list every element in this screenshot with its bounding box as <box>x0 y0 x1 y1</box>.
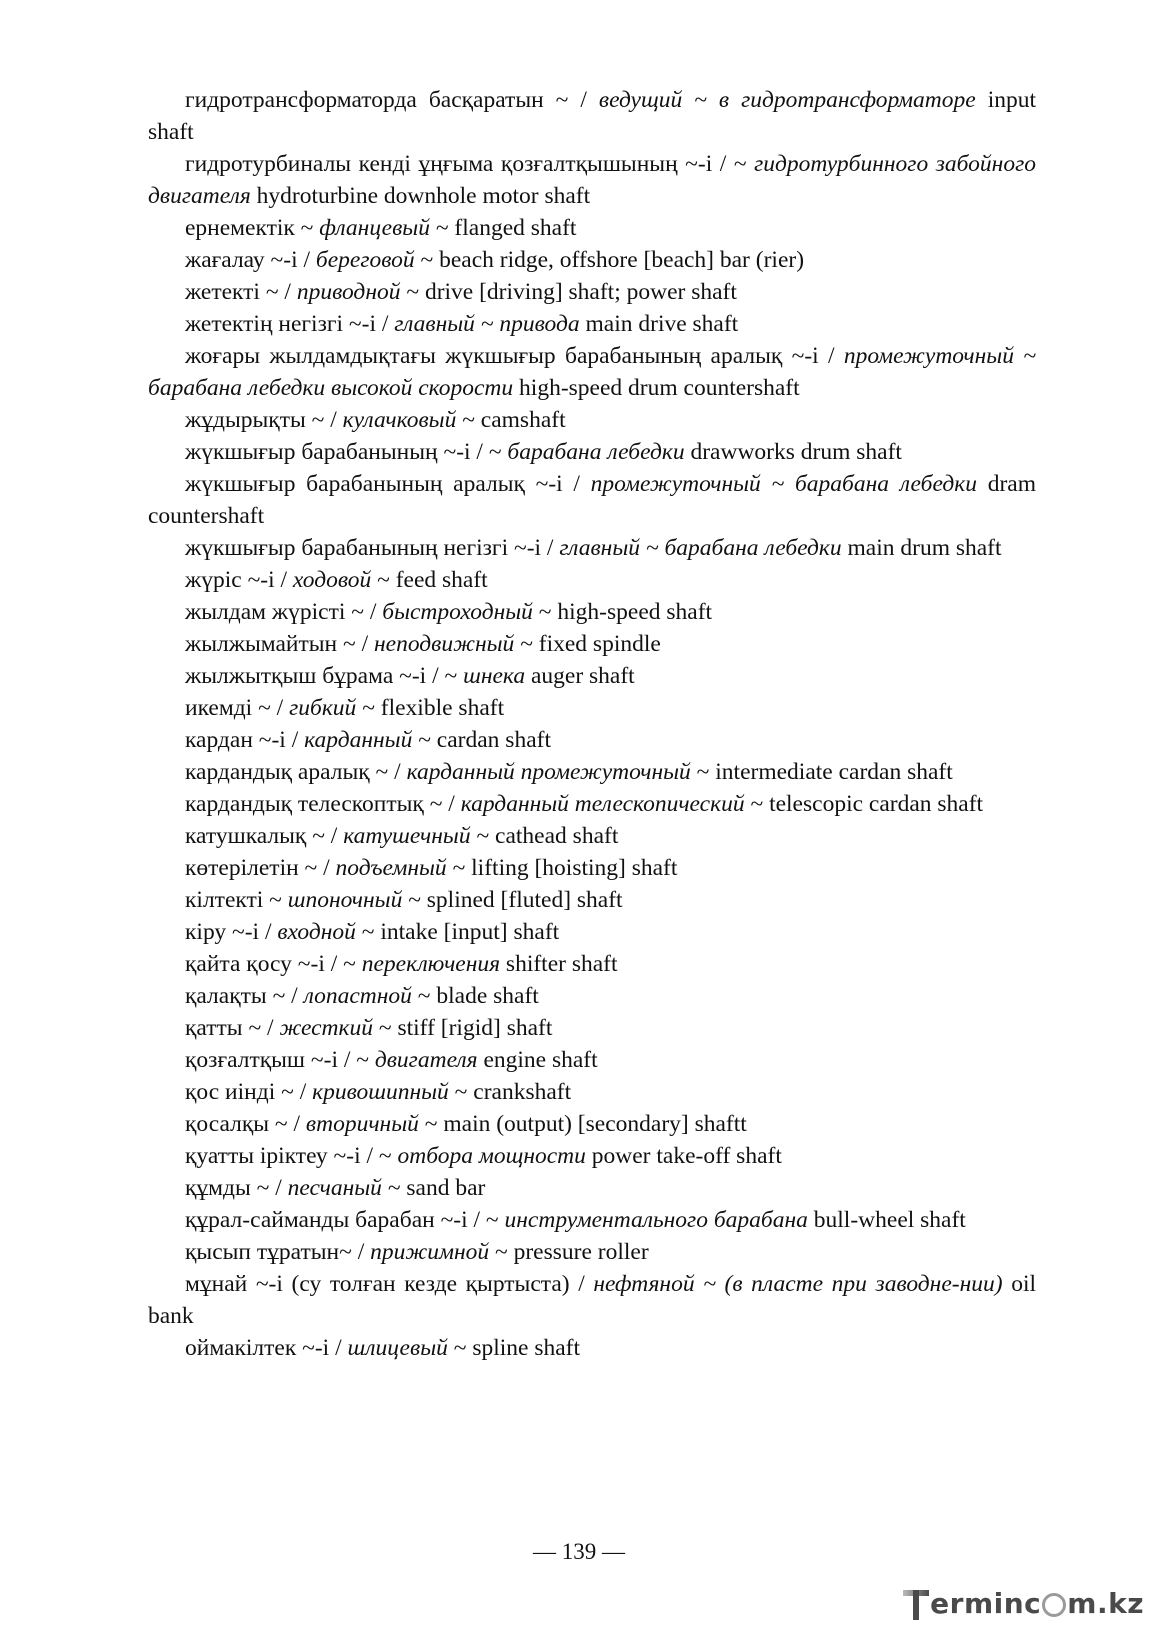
entry-russian: гибкий <box>289 695 357 721</box>
entry-kazakh: қайта қосу ~-і / ~ <box>185 951 362 977</box>
dictionary-entry <box>148 468 1036 532</box>
dictionary-entry <box>148 436 1036 468</box>
dictionary-entry <box>148 404 1036 436</box>
dictionary-entry <box>148 308 1036 340</box>
entry-english: ~ intake [input] shaft <box>355 919 560 945</box>
entry-english: ~ flexible shaft <box>356 695 505 721</box>
entry-russian: кривошипный <box>312 1079 449 1105</box>
dictionary-entry <box>148 884 1036 916</box>
entry-russian: неподвижный <box>374 631 515 657</box>
entry-kazakh: көтерілетін ~ / <box>185 855 336 881</box>
entry-russian: быстроходный <box>382 599 533 625</box>
entry-kazakh: қалақты ~ / <box>185 983 304 1009</box>
dictionary-entry <box>148 1140 1036 1172</box>
entry-russian: карданный <box>304 727 413 753</box>
entry-russian: переключения <box>361 951 501 977</box>
entry-kazakh: жұдырықты ~ / <box>185 407 343 433</box>
entry-russian: шлицевый <box>347 1335 448 1361</box>
entry-english: oil bank <box>148 1271 1037 1329</box>
dictionary-entry <box>148 84 1036 148</box>
dictionary-entry <box>148 660 1036 692</box>
dictionary-entry <box>148 820 1036 852</box>
entry-english: ~ telescopic cardan shaft <box>744 791 984 817</box>
entry-english: power take-off shaft <box>585 1143 782 1169</box>
dictionary-entry <box>148 916 1036 948</box>
entry-kazakh: жетекті ~ / <box>185 279 297 305</box>
entry-kazakh: жүкшығыр барабанының аралық ~-і / <box>185 471 591 497</box>
entry-kazakh: жүкшығыр барабанының негізгі ~-і / <box>185 535 560 561</box>
dictionary-entry <box>148 980 1036 1012</box>
entry-russian: входной <box>277 919 356 945</box>
entry-kazakh: икемді ~ / <box>185 695 290 721</box>
dictionary-entry <box>148 212 1036 244</box>
entry-russian: шнека <box>463 663 526 689</box>
entry-russian: лопастной <box>303 983 412 1009</box>
entry-russian: приводной <box>296 279 401 305</box>
dictionary-entry <box>148 148 1036 212</box>
dictionary-entry <box>148 788 1036 820</box>
entry-kazakh: оймакілтек ~-і / <box>185 1335 348 1361</box>
dictionary-entries <box>148 84 1036 1364</box>
entry-english: ~ crankshaft <box>448 1079 572 1105</box>
entry-english: ~ spline shaft <box>447 1335 581 1361</box>
entry-english: auger shaft <box>525 663 635 689</box>
entry-kazakh: қатты ~ / <box>185 1015 280 1041</box>
termincom-logo[interactable] <box>903 1581 1144 1625</box>
entry-russian: песчаный <box>287 1175 382 1201</box>
entry-english: ~ fixed spindle <box>514 631 661 657</box>
entry-russian: жесткий <box>279 1015 374 1041</box>
entry-kazakh: қосалқы ~ / <box>185 1111 306 1137</box>
entry-english: ~ blade shaft <box>411 983 539 1009</box>
entry-kazakh: қуатты іріктеу ~-і / ~ <box>185 1143 398 1169</box>
entry-kazakh: кардан ~-і / <box>185 727 305 753</box>
entry-english: high-speed drum countershaft <box>513 375 800 401</box>
entry-russian: барабана лебедки <box>507 439 685 465</box>
entry-russian: шпоночный <box>287 887 403 913</box>
entry-russian: карданный промежуточный <box>406 759 691 785</box>
entry-english: main drive shaft <box>579 311 739 337</box>
entry-russian: отбора мощности <box>397 1143 586 1169</box>
entry-kazakh: жетектің негізгі ~-і / <box>185 311 395 337</box>
entry-russian: нефтяной ~ (в пласте при заводне-нии) <box>593 1271 1003 1297</box>
entry-kazakh: жағалау ~-і / <box>185 247 316 273</box>
dictionary-entry <box>148 852 1036 884</box>
entry-english: ~ pressure roller <box>489 1239 649 1265</box>
entry-russian: ведущий ~ в гидротрансформаторе <box>598 87 976 113</box>
dictionary-entry <box>148 1332 1036 1364</box>
entry-russian: инструментального барабана <box>504 1207 808 1233</box>
page-number: — 139 — <box>533 1539 625 1564</box>
entry-english: ~ stiff [rigid] shaft <box>373 1015 553 1041</box>
entry-english: ~ intermediate cardan shaft <box>690 759 953 785</box>
entry-english: ~ feed shaft <box>371 567 488 593</box>
entry-kazakh: кардандық телескоптық ~ / <box>185 791 461 817</box>
entry-kazakh: қос иінді ~ / <box>185 1079 313 1105</box>
entry-kazakh: кіру ~-і / <box>185 919 278 945</box>
dictionary-entry <box>148 1236 1036 1268</box>
entry-kazakh: жылдам жүрісті ~ / <box>185 599 383 625</box>
entry-kazakh: қысып тұратын~ / <box>185 1239 371 1265</box>
dictionary-entry <box>148 1044 1036 1076</box>
logo-t-mark-icon <box>903 1584 929 1622</box>
entry-english: ~ splined [fluted] shaft <box>402 887 623 913</box>
dictionary-entry <box>148 532 1036 564</box>
entry-kazakh: жоғары жылдамдықтағы жүкшығыр барабанының аралық ~-і / <box>185 343 844 369</box>
entry-english: drawworks drum shaft <box>684 439 902 465</box>
entry-english: ~ cardan shaft <box>412 727 551 753</box>
entry-kazakh: гидротурбиналы кенді ұңғыма қозғалтқышының ~-і / ~ <box>185 151 755 177</box>
entry-english: ~ cathead shaft <box>470 823 619 849</box>
entry-russian: вторичный <box>305 1111 419 1137</box>
entry-kazakh: жылжытқыш бұрама ~-і / ~ <box>185 663 464 689</box>
entry-kazakh: гидротрансформаторда басқаратын ~ / <box>185 87 599 113</box>
entry-russian: промежуточный ~ барабана лебедки высокой скорости <box>148 343 1036 401</box>
entry-kazakh: қозғалтқыш ~-і / ~ <box>185 1047 375 1073</box>
entry-russian: главный ~ барабана лебедки <box>559 535 842 561</box>
logo-circle-icon <box>1042 1593 1066 1617</box>
entry-kazakh: катушкалық ~ / <box>185 823 344 849</box>
entry-russian: карданный телескопический <box>460 791 745 817</box>
entry-kazakh: кілтекті ~ <box>185 887 288 913</box>
dictionary-entry <box>148 1076 1036 1108</box>
entry-russian: двигателя <box>374 1047 478 1073</box>
entry-kazakh: жүріс ~-і / <box>185 567 293 593</box>
dictionary-entry <box>148 340 1036 404</box>
logo-c: c <box>1024 1586 1042 1620</box>
dictionary-entry <box>148 756 1036 788</box>
entry-russian: фланцевый <box>319 215 430 241</box>
entry-russian: главный ~ привода <box>394 311 580 337</box>
entry-kazakh: құрал-сайманды барабан ~-і / ~ <box>185 1207 505 1233</box>
logo-suffix: m.kz <box>1067 1586 1144 1620</box>
entry-kazakh: кардандық аралық ~ / <box>185 759 407 785</box>
entry-english: ~ high-speed shaft <box>532 599 713 625</box>
dictionary-entry <box>148 276 1036 308</box>
dictionary-entry <box>148 724 1036 756</box>
entry-russian: гидротурбинного забойного двигателя <box>148 151 1036 209</box>
entry-english: input shaft <box>148 87 1037 145</box>
dictionary-entry <box>148 948 1036 980</box>
dictionary-entry <box>148 1204 1036 1236</box>
dictionary-entry <box>148 596 1036 628</box>
dictionary-entry <box>148 1172 1036 1204</box>
entry-english: ~ drive [driving] shaft; power shaft <box>400 279 737 305</box>
entry-english: ~ lifting [hoisting] shaft <box>446 855 678 881</box>
entry-kazakh: құмды ~ / <box>185 1175 288 1201</box>
dictionary-entry <box>148 1108 1036 1140</box>
entry-kazakh: жылжымайтын ~ / <box>185 631 374 657</box>
entry-english: bull-wheel shaft <box>807 1207 966 1233</box>
entry-russian: катушечный <box>343 823 471 849</box>
entry-russian: подъемный <box>335 855 447 881</box>
entry-english: dram countershaft <box>148 471 1036 529</box>
entry-english: ~ camshaft <box>456 407 566 433</box>
entry-english: shifter shaft <box>500 951 618 977</box>
entry-english: engine shaft <box>477 1047 598 1073</box>
entry-kazakh: мұнай ~-і (су толған кезде қыртыста) / <box>185 1271 594 1297</box>
entry-russian: прижимной <box>370 1239 490 1265</box>
logo-prefix: ermin <box>930 1586 1025 1620</box>
dictionary-entry <box>148 692 1036 724</box>
entry-russian: промежуточный ~ барабана лебедки <box>590 471 977 497</box>
entry-english: main drum shaft <box>841 535 1002 561</box>
entry-kazakh: ернемектік ~ <box>185 215 320 241</box>
entry-russian: ходовой <box>292 567 372 593</box>
entry-english: hydroturbine downhole motor shaft <box>250 183 591 209</box>
entry-english: ~ beach ridge, offshore [beach] bar (rier) <box>414 247 805 273</box>
dictionary-entry <box>148 1268 1036 1332</box>
entry-russian: береговой <box>315 247 415 273</box>
entry-kazakh: жүкшығыр барабанының ~-і / ~ <box>185 439 508 465</box>
entry-english: ~ main (output) [secondary] shaftt <box>418 1111 747 1137</box>
dictionary-entry <box>148 628 1036 660</box>
dictionary-entry <box>148 564 1036 596</box>
entry-russian: кулачковый <box>342 407 457 433</box>
dictionary-entry <box>148 244 1036 276</box>
entry-english: ~ flanged shaft <box>429 215 577 241</box>
entry-english: ~ sand bar <box>381 1175 486 1201</box>
dictionary-entry <box>148 1012 1036 1044</box>
